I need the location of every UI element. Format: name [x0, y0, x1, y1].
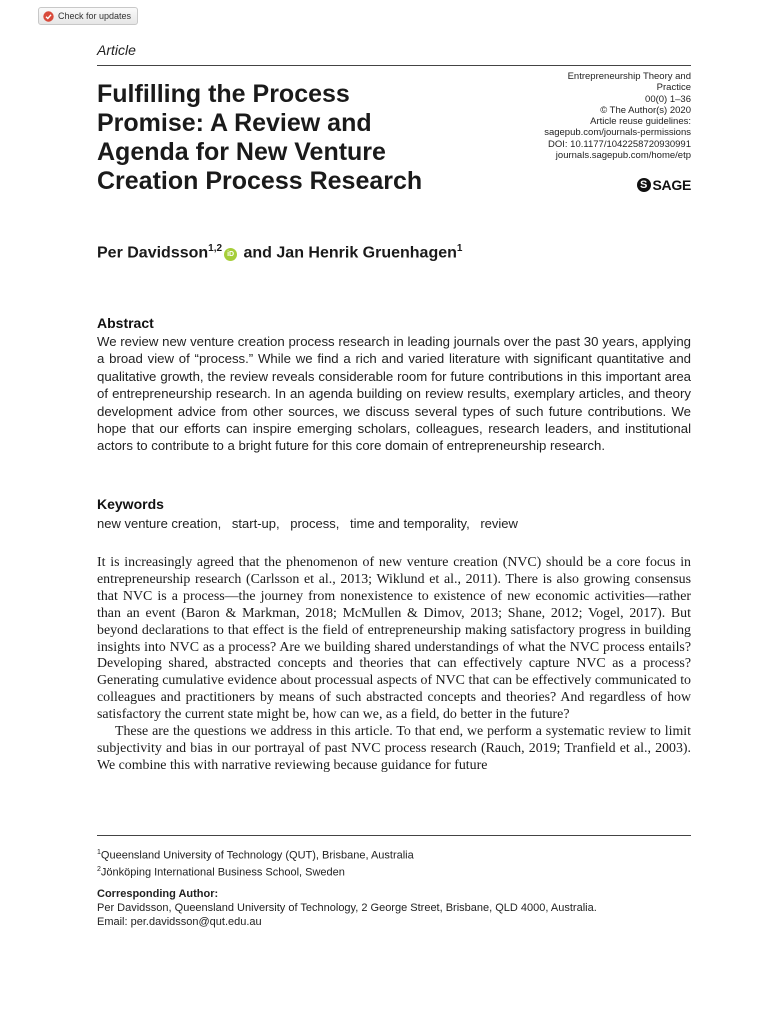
footnote: [97, 863, 414, 880]
keyword: start-up,: [231, 516, 280, 531]
orcid-icon[interactable]: iD: [224, 248, 237, 261]
affiliation-marker: 1,2: [208, 243, 223, 254]
reuse-label: Article reuse guidelines:: [590, 116, 691, 128]
keywords-heading: Keywords: [97, 496, 164, 512]
header-rule: [97, 65, 691, 66]
title-line: Creation Process Research: [97, 167, 423, 195]
keyword: time and temporality,: [350, 516, 470, 531]
title-line: Fulfilling the Process: [97, 80, 350, 108]
title-line: Agenda for New Venture: [97, 138, 386, 166]
author-name: Jan Henrik Gruenhagen: [276, 244, 457, 262]
journal-metadata: [431, 71, 691, 161]
keyword: process,: [290, 516, 340, 531]
title-line: Promise: A Review and: [97, 109, 372, 137]
check-updates-icon: [43, 11, 54, 22]
abstract-heading: Abstract: [97, 315, 154, 331]
copyright: © The Author(s) 2020: [600, 104, 691, 116]
body-paragraph: It is increasingly agreed that the phenomenon of new venture creation (NVC) should be a core focus in entrepreneurship research (Carlsson et al., 2013; Wiklund et al., 2011). There is also growing consensus that NVC is a process—the journey from nonexistence to existence of new economic activities—rather than an event (Baron & Markman, 2018; McMullen & Dimov, 2013; Shane, 2012; Vogel, 2017). But beyond declarations to that effect is the field of entrepreneurship making satisfactory progress in building insights into NVC as a process? Are we building shared understandings of what the NVC process entails? Developing shared, abstracted concepts and theories that can effectively capture NVC as a process? Generating cumulative evidence about processual aspects of NVC that can be effectively communicated to colleagues and practitioners by means of such abstracted concepts and theories? And regardless of how satisfactory the current state might be, how can we, as a field, do better in the future?: [97, 555, 691, 723]
author-line: [97, 243, 462, 262]
journal-name: Entrepreneurship Theory and: [567, 71, 691, 82]
article-type-label: Article: [97, 42, 136, 58]
journal-name-cont: Practice: [656, 82, 691, 94]
footnote-marker: 2: [97, 865, 101, 873]
doi[interactable]: DOI: 10.1177/1042258720930991: [548, 138, 691, 150]
sage-logo-icon: S: [637, 178, 651, 192]
footnotes: [97, 846, 414, 879]
keyword: new venture creation,: [97, 516, 222, 531]
corresponding-author-label: Corresponding Author:: [97, 888, 219, 900]
reuse-link[interactable]: sagepub.com/journals-permissions: [544, 127, 691, 139]
footnote: [97, 846, 414, 863]
body-paragraph: These are the questions we address in this article. To that end, we perform a systematic review to limit subjectivity and bias in our portrayal of past NVC process research (Rauch, 2019; Tranfield et al., 2003). We combine this with narrative reviewing because guidance for future: [97, 724, 691, 773]
keywords-list: [97, 516, 525, 531]
abstract-text: We review new venture creation process research in leading journals over the past 30 years, applying a broad view of “process.” While we find a rich and varied literature with significant quantitative and qualitative growth, the review reveals considerable room for future contributions in this important area of entrepreneurship research. In an agenda building on review results, exemplary articles, and theory development advice from other sources, we discuss several types of such future contributions. We hope that our efforts can inspire emerging scholars, colleagues, research leaders, and institutional actors to contribute to a bright future for this core domain of entrepreneurship research.: [97, 334, 691, 454]
volume-pages: 00(0) 1–36: [645, 93, 691, 105]
corresponding-address: Per Davidsson, Queensland University of Technology, 2 George Street, Brisbane, QLD 4000, Australia.: [97, 902, 597, 914]
check-updates-label: Check for updates: [58, 11, 132, 21]
footnote-rule: [97, 835, 691, 836]
keyword: review: [480, 516, 518, 531]
check-for-updates-button[interactable]: [38, 7, 138, 25]
author-conjunction: and: [239, 244, 277, 262]
footnote-marker: 1: [97, 849, 101, 856]
body-text: [97, 555, 691, 775]
journal-homepage-link[interactable]: journals.sagepub.com/home/etp: [555, 150, 691, 162]
affiliation-marker: 1: [456, 243, 463, 254]
corresponding-author: [97, 887, 597, 929]
corresponding-email[interactable]: Email: per.davidsson@qut.edu.au: [97, 916, 262, 928]
publisher-name: SAGE: [652, 177, 691, 193]
footnote-text: Jönköping International Business School, Sweden: [100, 866, 345, 879]
sage-logo: [637, 177, 691, 193]
author-name: Per Davidsson: [97, 244, 209, 262]
footnote-text: Queensland University of Technology (QUT), Brisbane, Australia: [100, 849, 414, 862]
